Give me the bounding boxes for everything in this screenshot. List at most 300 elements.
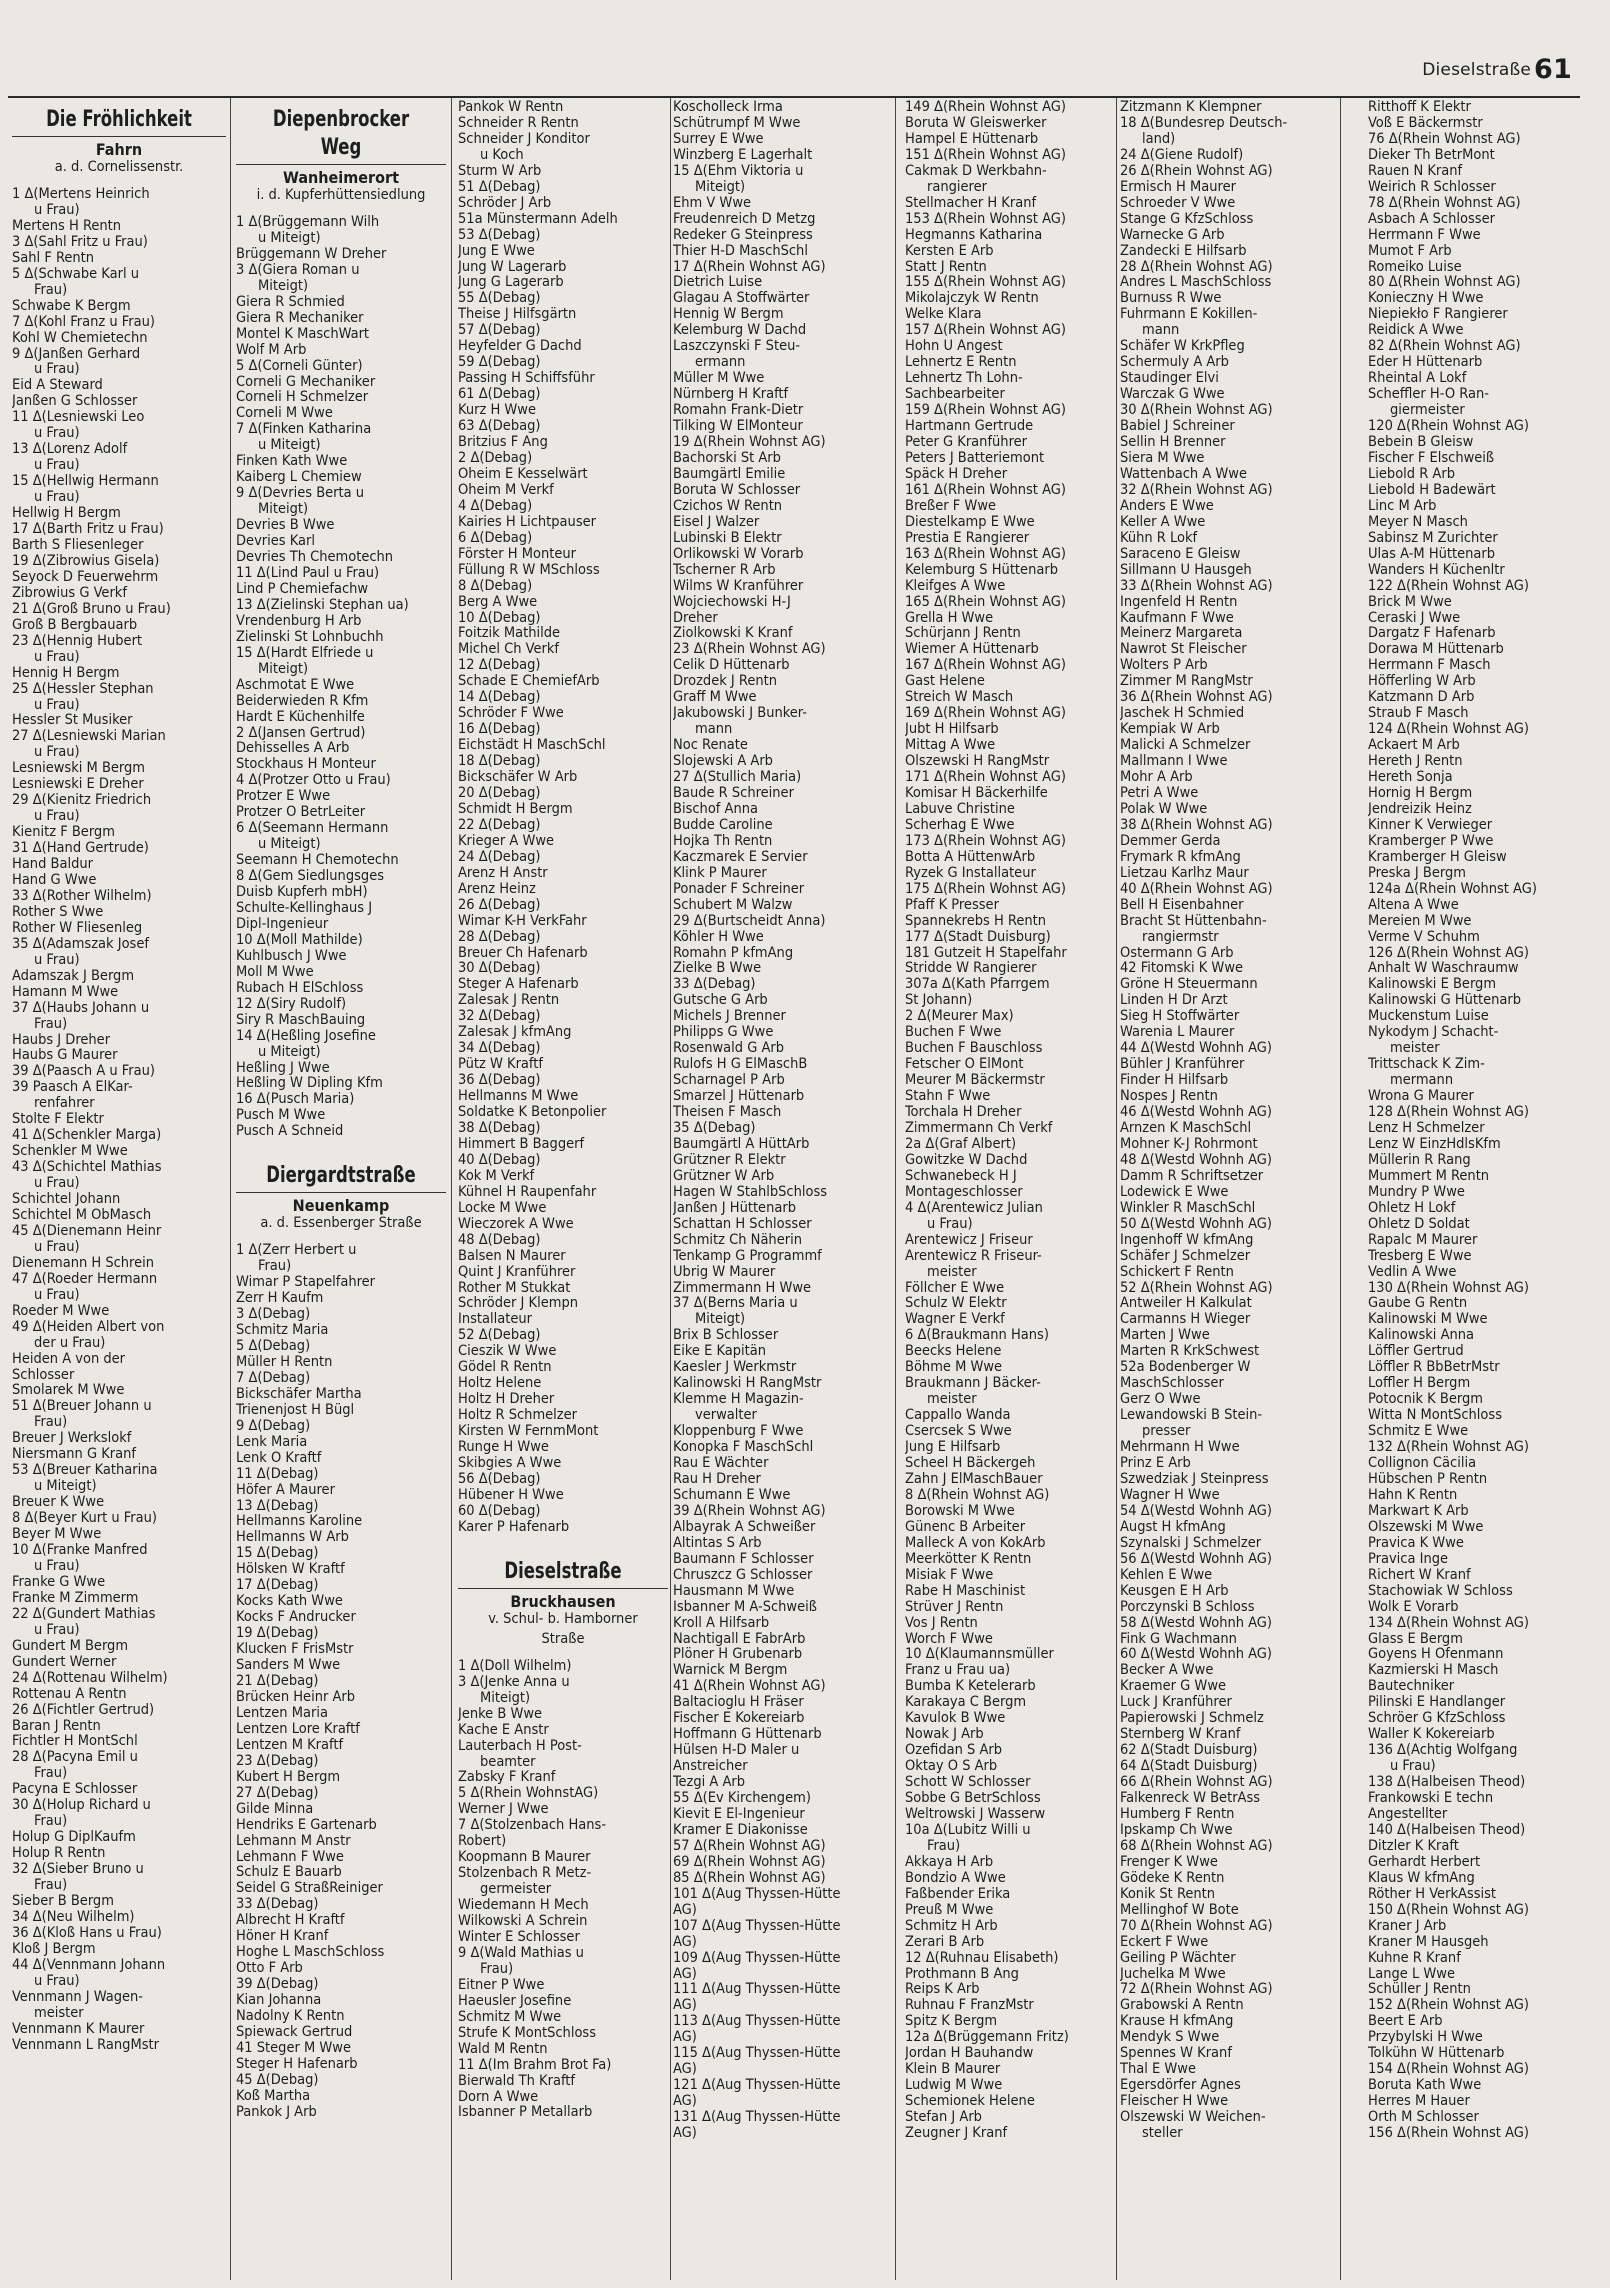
directory-entry-line: Richert W Kranf: [1368, 1567, 1471, 1583]
directory-entry-line: Bebein B Gleisw: [1368, 435, 1474, 451]
directory-entry-line: Celik D Hüttenarb: [673, 658, 790, 674]
directory-entry-line: Herrmann F Wwe: [1368, 227, 1481, 243]
directory-entry-line: Saraceno E Gleisw: [1120, 546, 1241, 562]
directory-entry-line: 23 Δ(Hennig Hubert: [12, 633, 143, 649]
directory-entry-line: 45 Δ(Dienemann Heinr: [12, 1223, 162, 1239]
directory-entry-line: Höfer A Maurer: [236, 1482, 335, 1498]
directory-entry-line: Misiak F Wwe: [905, 1567, 994, 1583]
directory-entry-line: 8 Δ(Debag): [458, 578, 533, 594]
directory-entry-line: Muckenstum Luise: [1368, 1009, 1489, 1025]
directory-entry-line: Schubert M Walzw: [673, 897, 793, 913]
directory-entry-line: Müllerin R Rang: [1368, 1152, 1471, 1168]
directory-entry-line: Trittschack K Zim-: [1368, 1057, 1485, 1073]
directory-entry-line: Wilms W Kranführer: [673, 578, 804, 594]
directory-entry-line: Eisel J Walzer: [673, 514, 760, 530]
directory-entry-line: Straub F Masch: [1368, 706, 1469, 722]
directory-entry-line: Eder H Hüttenarb: [1368, 355, 1483, 371]
directory-entry-line: 11 Δ(Debag): [236, 1466, 319, 1482]
directory-entry-line: Ostermann G Arb: [1120, 945, 1234, 961]
directory-entry-line: Olszewski W Weichen-: [1120, 2110, 1266, 2126]
directory-entry-line: 35 Δ(Adamszak Josef: [12, 936, 149, 952]
directory-entry-line: Lehnertz E Rentn: [905, 355, 1017, 371]
directory-entry-line: 59 Δ(Debag): [458, 355, 541, 371]
directory-entry-line: Mikolajczyk W Rentn: [905, 291, 1039, 307]
directory-entry-line: Hellmanns W Arb: [236, 1530, 349, 1546]
directory-entry-line: Kaufmann F Wwe: [1120, 610, 1234, 626]
directory-entry-line: Prothmann B Ang: [905, 1966, 1019, 1982]
directory-entry-line: meister: [927, 1264, 977, 1280]
directory-entry-line: Lewandowski B Stein-: [1120, 1408, 1263, 1424]
directory-entry-line: Demmer Gerda: [1120, 833, 1221, 849]
directory-entry-line: Beecks Helene: [905, 1344, 1002, 1360]
directory-entry-line: 5 Δ(Rhein WohnstAG): [458, 1786, 599, 1802]
directory-entry-line: Ryzek G Installateur: [905, 865, 1036, 881]
directory-entry-line: 48 Δ(Debag): [458, 1232, 541, 1248]
directory-entry-line: Ehm V Wwe: [673, 195, 752, 211]
directory-entry-line: Preska J Bergm: [1368, 865, 1466, 881]
directory-entry-line: Kempiak W Arb: [1120, 722, 1220, 738]
directory-entry-line: 15 Δ(Hellwig Hermann: [12, 474, 159, 490]
directory-entry-line: Gast Helene: [905, 674, 985, 690]
column-1: [12, 100, 226, 2280]
directory-entry-line: Freudenreich D Metzg: [673, 211, 816, 227]
directory-entry-line: 15 Δ(Debag): [236, 1546, 319, 1562]
directory-entry-line: Kleifges A Wwe: [905, 578, 1006, 594]
directory-entry-line: 78 Δ(Rhein Wohnst AG): [1368, 195, 1521, 211]
running-head: [1422, 54, 1572, 85]
directory-entry-line: 21 Δ(Groß Bruno u Frau): [12, 601, 171, 617]
directory-entry-line: 122 Δ(Rhein Wohnst AG): [1368, 578, 1529, 594]
directory-entry-line: 27 Δ(Debag): [236, 1785, 319, 1801]
directory-entry-line: Andres L MaschSchloss: [1120, 275, 1272, 291]
directory-entry-line: Meyer N Masch: [1368, 514, 1468, 530]
directory-entry-line: Böhme M Wwe: [905, 1360, 1003, 1376]
directory-entry-line: 10 Δ(Klaumannsmüller: [905, 1647, 1054, 1663]
directory-entry-line: Winzberg E Lagerhalt: [673, 147, 813, 163]
directory-entry-line: 34 Δ(Debag): [458, 1041, 541, 1057]
directory-entry-line: Augst H kfmAng: [1120, 1519, 1226, 1535]
directory-entry-line: beamter: [480, 1754, 536, 1770]
directory-entry-line: u Frau): [34, 1176, 80, 1192]
directory-entry-line: Niepiekło F Rangierer: [1368, 307, 1508, 323]
directory-entry-line: Romahn Frank-Dietr: [673, 403, 804, 419]
directory-entry-line: Rosenwald G Arb: [673, 1041, 785, 1057]
directory-entry-line: Bierwald Th Kraftf: [458, 2073, 575, 2089]
directory-entry-line: Kramberger H Gleisw: [1368, 849, 1507, 865]
directory-entry-line: 134 Δ(Rhein Wohnst AG): [1368, 1615, 1529, 1631]
directory-entry-line: Scheffler H-O Ran-: [1368, 387, 1489, 403]
directory-entry-line: Marten J Wwe: [1120, 1328, 1210, 1344]
directory-entry-line: mann: [695, 722, 733, 738]
directory-entry-line: 36 Δ(Kloß Hans u Frau): [12, 1925, 162, 1941]
directory-entry-line: Ludwig M Wwe: [905, 2078, 1003, 2094]
directory-entry-line: 15 Δ(Hardt Elfriede u: [236, 645, 374, 661]
directory-entry-line: Kaesler J Werkmstr: [673, 1360, 797, 1376]
directory-entry-line: Miteigt): [695, 1312, 746, 1328]
directory-entry-line: Hojka Th Rentn: [673, 833, 773, 849]
directory-entry-line: 13 Δ(Zielinski Stephan ua): [236, 597, 409, 613]
directory-entry-line: Przybylski H Wwe: [1368, 2030, 1483, 2046]
directory-entry-line: Kian Johanna: [236, 1993, 322, 2009]
header-rule: [8, 96, 1580, 98]
directory-entry-line: Siry R MaschBauing: [236, 1012, 366, 1028]
directory-entry-line: Kocks F Andrucker: [236, 1610, 356, 1626]
directory-entry-line: Heßling J Wwe: [236, 1060, 330, 1076]
directory-entry-line: verwalter: [695, 1408, 757, 1424]
directory-entry-line: 124a Δ(Rhein Wohnst AG): [1368, 881, 1537, 897]
directory-entry-line: Schickert F Rentn: [1120, 1264, 1234, 1280]
directory-entry-line: Streich W Masch: [905, 690, 1014, 706]
directory-entry-line: 150 Δ(Rhein Wohnst AG): [1368, 1902, 1529, 1918]
directory-entry-line: Markwart K Arb: [1368, 1503, 1469, 1519]
directory-entry-line: 9 Δ(Debag): [236, 1418, 311, 1434]
directory-entry-line: 30 Δ(Rhein Wohnst AG): [1120, 403, 1273, 419]
directory-entry-line: Tezgi A Arb: [673, 1775, 746, 1791]
directory-entry-line: Skibgies A Wwe: [458, 1456, 562, 1472]
directory-entry-line: Pütz W Kraftf: [458, 1057, 543, 1073]
directory-entry-line: 151 Δ(Rhein Wohnst AG): [905, 147, 1066, 163]
directory-entry-line: Fischer F Elschweiß: [1368, 450, 1495, 466]
directory-entry-line: Schenkler M Wwe: [12, 1144, 128, 1160]
directory-entry-line: 101 Δ(Aug Thyssen-Hütte: [673, 1886, 841, 1902]
directory-entry-line: Niersmann G Kranf: [12, 1447, 136, 1463]
directory-entry-line: Lubinski B Elektr: [673, 530, 782, 546]
column-6: [1120, 100, 1330, 2280]
directory-entry-line: 27 Δ(Stullich Maria): [673, 770, 802, 786]
directory-entry-line: Balsen N Maurer: [458, 1248, 566, 1264]
directory-entry-line: Lenz W EinzHdlsKfm: [1368, 1136, 1501, 1152]
directory-entry-line: 13 Δ(Lorenz Adolf: [12, 442, 128, 458]
directory-entry-line: ermann: [695, 355, 746, 371]
directory-entry-line: Kirsten W FernmMont: [458, 1424, 599, 1440]
directory-entry-line: Gutsche G Arb: [673, 993, 768, 1009]
directory-entry-line: Breßer F Wwe: [905, 498, 997, 514]
directory-entry-line: 30 Δ(Holup Richard u: [12, 1798, 151, 1814]
directory-entry-line: 132 Δ(Rhein Wohnst AG): [1368, 1440, 1529, 1456]
directory-entry-line: Rother M Stukkat: [458, 1280, 571, 1296]
directory-entry-line: Tenkamp G Programmf: [673, 1248, 822, 1264]
spacer: [236, 1140, 446, 1148]
directory-entry-line: Lehnertz Th Lohn-: [905, 371, 1023, 387]
directory-entry-line: 36 Δ(Rhein Wohnst AG): [1120, 690, 1273, 706]
directory-entry-line: Rother S Wwe: [12, 904, 104, 920]
directory-entry-line: Trienenjost H Bügl: [236, 1402, 355, 1418]
directory-entry-line: Vrendenburg H Arb: [236, 613, 362, 629]
directory-entry-line: Ponader F Schreiner: [673, 881, 805, 897]
directory-entry-line: Labuve Christine: [905, 801, 1015, 817]
directory-entry-line: 62 Δ(Stadt Duisburg): [1120, 1743, 1258, 1759]
column-3: [458, 100, 668, 2280]
directory-entry-line: 56 Δ(Debag): [458, 1471, 541, 1487]
directory-entry-line: Weirich R Schlosser: [1368, 179, 1496, 195]
directory-entry-line: Hahn K Rentn: [1368, 1487, 1458, 1503]
directory-entry-line: mermann: [1390, 1073, 1454, 1089]
directory-entry-line: Eitner P Wwe: [458, 1977, 545, 1993]
directory-entry-line: 17 Δ(Rhein Wohnst AG): [673, 259, 826, 275]
directory-entry-line: Zielinski St Lohnbuchh: [236, 629, 384, 645]
directory-entry-line: Rubach H ElSchloss: [236, 980, 364, 996]
directory-entry-line: Mallmann I Wwe: [1120, 754, 1228, 770]
spacer: [458, 1651, 668, 1659]
directory-entry-line: Anstreicher: [673, 1759, 748, 1775]
directory-entry-line: AG): [673, 1934, 697, 1950]
directory-entry-line: Frau): [34, 1766, 68, 1782]
directory-entry-line: Kersten E Arb: [905, 243, 994, 259]
directory-entry-line: 49 Δ(Heiden Albert von: [12, 1319, 165, 1335]
directory-entry-line: Sobbe G BetrSchloss: [905, 1791, 1041, 1807]
directory-entry-line: 1 Δ(Doll Wilhelm): [458, 1658, 572, 1674]
directory-entry-line: Kavulok B Wwe: [905, 1711, 1006, 1727]
directory-entry-line: Lenz H Schmelzer: [1368, 1121, 1485, 1136]
directory-entry-line: 37 Δ(Berns Maria u: [673, 1296, 798, 1312]
directory-entry-line: Rulofs H G ElMaschB: [673, 1057, 808, 1073]
directory-entry-line: Schmitz M Wwe: [458, 2009, 562, 2025]
directory-entry-line: Porczynski B Schloss: [1120, 1599, 1255, 1615]
directory-entry-line: Janßen G Schlosser: [12, 394, 138, 410]
directory-entry-line: Arentewicz R Friseur-: [905, 1248, 1042, 1264]
directory-entry-line: Mellinghof W Bote: [1120, 1902, 1239, 1918]
directory-entry-line: Kalinowski Anna: [1368, 1328, 1475, 1344]
street-range-note: a. d. Essenberger Straße: [260, 1215, 422, 1232]
directory-entry-line: Wagner E Verkf: [905, 1312, 1005, 1328]
directory-entry-line: Kühn R Lokf: [1120, 530, 1198, 546]
directory-entry-line: Heßling W Dipling Kfm: [236, 1076, 383, 1092]
directory-entry-line: Hellmanns Karoline: [236, 1514, 363, 1530]
directory-entry-line: Laszczynski F Steu-: [673, 339, 801, 355]
directory-entry-line: Sabinsz M Zurichter: [1368, 530, 1498, 546]
directory-entry-line: Bickschäfer Martha: [236, 1386, 362, 1402]
directory-entry-line: Theise J Hilfsgärtn: [458, 307, 577, 323]
directory-entry-line: 10 Δ(Moll Mathilde): [236, 932, 363, 948]
directory-entry-line: Baumgärtl Emilie: [673, 466, 786, 482]
directory-entry-line: 115 Δ(Aug Thyssen-Hütte: [673, 2046, 841, 2062]
directory-entry-line: Thal E Wwe: [1120, 2062, 1196, 2078]
directory-entry-line: AG): [673, 2062, 697, 2078]
column-divider: [895, 98, 896, 2280]
directory-entry-line: Zielke B Wwe: [673, 961, 762, 977]
directory-entry-line: Quint J Kranführer: [458, 1264, 576, 1280]
directory-entry-line: Pankok W Rentn: [458, 100, 564, 115]
directory-entry-line: Reidick A Wwe: [1368, 323, 1464, 339]
directory-entry-line: Siera M Wwe: [1120, 450, 1205, 466]
directory-entry-line: Runge H Wwe: [458, 1440, 549, 1456]
directory-entry-line: Schermuly A Arb: [1120, 355, 1229, 371]
directory-entry-line: Jung W Lagerarb: [458, 259, 567, 275]
directory-entry-line: Vennmann J Wagen-: [12, 1989, 143, 2005]
directory-entry-line: 69 Δ(Rhein Wohnst AG): [673, 1854, 826, 1870]
directory-entry-line: Barth S Fliesenleger: [12, 537, 144, 553]
directory-entry-line: Kramberger P Wwe: [1368, 833, 1494, 849]
directory-entry-line: Bautechniker: [1368, 1679, 1455, 1695]
directory-entry-line: Kalinowski M Wwe: [1368, 1312, 1488, 1328]
directory-entry-line: 14 Δ(Debag): [458, 690, 541, 706]
directory-entry-line: Vennmann L RangMstr: [12, 2037, 159, 2053]
directory-entry-line: Graff M Wwe: [673, 690, 757, 706]
directory-entry-line: Seidel G StraßReiniger: [236, 1881, 383, 1897]
directory-entry-line: Gödel R Rentn: [458, 1360, 552, 1376]
directory-entry-line: Stachowiak W Schloss: [1368, 1583, 1513, 1599]
directory-entry-line: 120 Δ(Rhein Wohnst AG): [1368, 419, 1529, 435]
directory-entry-line: Janßen J Hüttenarb: [673, 1200, 796, 1216]
directory-entry-line: Dienemann H Schrein: [12, 1255, 155, 1271]
directory-entry-line: Klink P Maurer: [673, 865, 767, 881]
directory-entry-line: Breuer Ch Hafenarb: [458, 945, 588, 961]
directory-entry-line: Gröne H Steuermann: [1120, 977, 1258, 993]
directory-entry-line: Becker A Wwe: [1120, 1663, 1214, 1679]
directory-entry-line: Petri A Wwe: [1120, 785, 1199, 801]
directory-entry-line: Schmidt H Bergm: [458, 801, 573, 817]
directory-entry-line: Roeder M Wwe: [12, 1303, 110, 1319]
directory-entry-line: 124 Δ(Rhein Wohnst AG): [1368, 722, 1529, 738]
directory-entry-line: Katzmann D Arb: [1368, 690, 1475, 706]
directory-entry-line: Wojciechowski H-J: [673, 594, 791, 610]
directory-entry-line: Köhler H Wwe: [673, 929, 764, 945]
directory-entry-line: Späck H Dreher: [905, 466, 1008, 482]
directory-entry-line: 9 Δ(Wald Mathias u: [458, 1945, 584, 1961]
directory-entry-line: Sieber B Bergm: [12, 1893, 114, 1909]
directory-entry-line: Schulz W Elektr: [905, 1296, 1007, 1312]
directory-entry-line: der u Frau): [34, 1335, 106, 1351]
directory-entry-line: Sachbearbeiter: [905, 387, 1005, 403]
directory-entry-line: AG): [673, 1966, 697, 1982]
directory-entry-line: Wimar K-H VerkFahr: [458, 913, 587, 929]
directory-entry-line: AG): [673, 1998, 697, 2014]
directory-entry-line: 153 Δ(Rhein Wohnst AG): [905, 211, 1066, 227]
directory-entry-line: 130 Δ(Rhein Wohnst AG): [1368, 1280, 1529, 1296]
directory-entry-line: Krause H kfmAng: [1120, 2014, 1234, 2030]
directory-entry-line: 28 Δ(Pacyna Emil u: [12, 1750, 138, 1766]
directory-entry-line: u Frau): [34, 362, 80, 378]
directory-entry-line: 52 Δ(Debag): [458, 1328, 541, 1344]
directory-entry-line: Meurer M Bäckermstr: [905, 1073, 1045, 1089]
directory-entry-line: u Frau): [34, 1239, 80, 1255]
directory-entry-line: Antweiler H Kalkulat: [1120, 1296, 1252, 1312]
directory-entry-line: 7 Δ(Kohl Franz u Frau): [12, 314, 155, 330]
directory-entry-line: 23 Δ(Debag): [236, 1753, 319, 1769]
directory-entry-line: giermeister: [1390, 403, 1465, 419]
directory-entry-line: Arenz H Anstr: [458, 865, 548, 881]
directory-entry-line: Albrecht H Kraftf: [236, 1913, 345, 1929]
directory-entry-line: Nachtigall E FabrArb: [673, 1631, 806, 1647]
directory-entry-line: 126 Δ(Rhein Wohnst AG): [1368, 945, 1529, 961]
directory-entry-line: 53 Δ(Debag): [458, 227, 541, 243]
directory-entry-line: Ingenhoff W kfmAng: [1120, 1232, 1254, 1248]
directory-entry-line: 4 Δ(Debag): [458, 498, 533, 514]
directory-entry-line: land): [1142, 131, 1176, 147]
directory-entry-line: Schattan H Schlosser: [673, 1216, 812, 1232]
directory-entry-line: Devries Karl: [236, 534, 316, 550]
directory-entry-line: Lauterbach H Post-: [458, 1738, 582, 1754]
spacer: [12, 179, 226, 187]
directory-entry-line: Gilde Minna: [236, 1801, 314, 1817]
directory-entry-line: Lesniewski E Dreher: [12, 777, 144, 793]
directory-entry-line: 26 Δ(Debag): [458, 897, 541, 913]
directory-entry-line: Aschmotat E Wwe: [236, 677, 355, 693]
directory-entry-line: 26 Δ(Fichtler Gertrud): [12, 1702, 155, 1718]
directory-entry-line: Kalinowski H RangMstr: [673, 1376, 822, 1392]
directory-entry-line: Zimmermann Ch Verkf: [905, 1121, 1053, 1136]
directory-entry-line: Wald M Rentn: [458, 2041, 548, 2057]
directory-entry-line: Liebold R Arb: [1368, 466, 1455, 482]
directory-entry-line: Eichstädt H MaschSchl: [458, 738, 606, 754]
directory-entry-line: 156 Δ(Rhein Wohnst AG): [1368, 2126, 1529, 2142]
directory-entry-line: Jenke B Wwe: [458, 1706, 543, 1722]
directory-entry-line: Kelemburg S Hüttenarb: [905, 562, 1058, 578]
directory-entry-line: Nospes J Rentn: [1120, 1089, 1218, 1105]
directory-entry-line: Isbanner M A-Schweiß: [673, 1599, 817, 1615]
directory-entry-line: Albayrak A Schweißer: [673, 1519, 816, 1535]
directory-entry-line: Klein B Maurer: [905, 2062, 1001, 2078]
directory-entry-line: 48 Δ(Westd Wohnh AG): [1120, 1152, 1273, 1168]
directory-entry-line: Jung E Wwe: [458, 243, 535, 259]
directory-entry-line: Corneli H Schmelzer: [236, 390, 369, 406]
directory-entry-line: Frau): [34, 1016, 68, 1032]
directory-entry-line: Zibrowius G Verkf: [12, 585, 127, 601]
directory-entry-line: Kaczmarek E Servier: [673, 849, 808, 865]
directory-entry-line: Finder H Hilfsarb: [1120, 1073, 1229, 1089]
directory-entry-line: Schemionek Helene: [905, 2094, 1035, 2110]
directory-entry-line: Kraner M Hausgeh: [1368, 1934, 1489, 1950]
directory-entry-line: Koscholleck Irma: [673, 100, 783, 115]
directory-entry-line: Kehlen E Wwe: [1120, 1567, 1213, 1583]
directory-entry-line: 26 Δ(Rhein Wohnst AG): [1120, 163, 1273, 179]
directory-entry-line: Tilking W ElMonteur: [673, 419, 803, 435]
directory-entry-line: Dehisselles A Arb: [236, 741, 350, 757]
directory-entry-line: 68 Δ(Rhein Wohnst AG): [1120, 1838, 1273, 1854]
directory-entry-line: 155 Δ(Rhein Wohnst AG): [905, 275, 1066, 291]
directory-entry-line: Lenk Maria: [236, 1434, 308, 1450]
directory-entry-line: Kurz H Wwe: [458, 403, 537, 419]
directory-entry-line: 11 Δ(Lesniewski Leo: [12, 410, 145, 426]
directory-entry-line: Mittag A Wwe: [905, 738, 996, 754]
directory-entry-line: Hausmann M Wwe: [673, 1583, 795, 1599]
directory-entry-line: Bischof Anna: [673, 801, 758, 817]
directory-entry-line: Franke G Wwe: [12, 1574, 106, 1590]
directory-entry-line: 44 Δ(Vennmann Johann: [12, 1957, 166, 1973]
directory-entry-line: Redeker G Steinpress: [673, 227, 813, 243]
directory-entry-line: Wanders H Küchenltr: [1368, 562, 1505, 578]
directory-entry-line: Ditzler K Kraft: [1368, 1838, 1459, 1854]
directory-entry-line: Breuer K Wwe: [12, 1495, 105, 1511]
directory-entry-line: 6 Δ(Seemann Hermann: [236, 821, 389, 837]
directory-entry-line: Ozefidan S Arb: [905, 1743, 1003, 1759]
directory-entry-line: Stridde W Rangierer: [905, 961, 1037, 977]
directory-entry-line: Haeusler Josefine: [458, 1993, 572, 2009]
directory-entry-line: Meerkötter K Rentn: [905, 1551, 1032, 1567]
street-heading: Dieselstraße: [504, 1558, 622, 1584]
directory-entry-line: 169 Δ(Rhein Wohnst AG): [905, 706, 1066, 722]
directory-entry-line: Kache E Anstr: [458, 1722, 549, 1738]
directory-entry-line: Bühler J Kranführer: [1120, 1057, 1245, 1073]
directory-entry-line: 6 Δ(Debag): [458, 530, 533, 546]
directory-entry-line: Pfaff K Presser: [905, 897, 999, 913]
directory-entry-line: Schröder F Wwe: [458, 706, 564, 722]
directory-entry-line: Sellin H Brenner: [1120, 435, 1226, 451]
directory-entry-line: Burnuss R Wwe: [1120, 291, 1222, 307]
directory-entry-line: Scheel H Bäckergeh: [905, 1456, 1036, 1472]
directory-entry-line: 16 Δ(Debag): [458, 722, 541, 738]
directory-entry-line: Schürjann J Rentn: [905, 626, 1021, 642]
directory-entry-line: Hand G Wwe: [12, 872, 97, 888]
directory-entry-line: Tresberg E Wwe: [1368, 1248, 1472, 1264]
directory-entry-line: Ubrig W Maurer: [673, 1264, 776, 1280]
directory-entry-line: Frau): [34, 282, 68, 298]
directory-entry-line: Rottenau A Rentn: [12, 1686, 127, 1702]
directory-entry-line: Csercsek S Wwe: [905, 1424, 1012, 1440]
directory-entry-line: 4 Δ(Arentewicz Julian: [905, 1200, 1043, 1216]
directory-entry-line: Thier H-D MaschSchl: [673, 243, 808, 259]
directory-entry-line: Kalinowski E Bergm: [1368, 977, 1497, 993]
